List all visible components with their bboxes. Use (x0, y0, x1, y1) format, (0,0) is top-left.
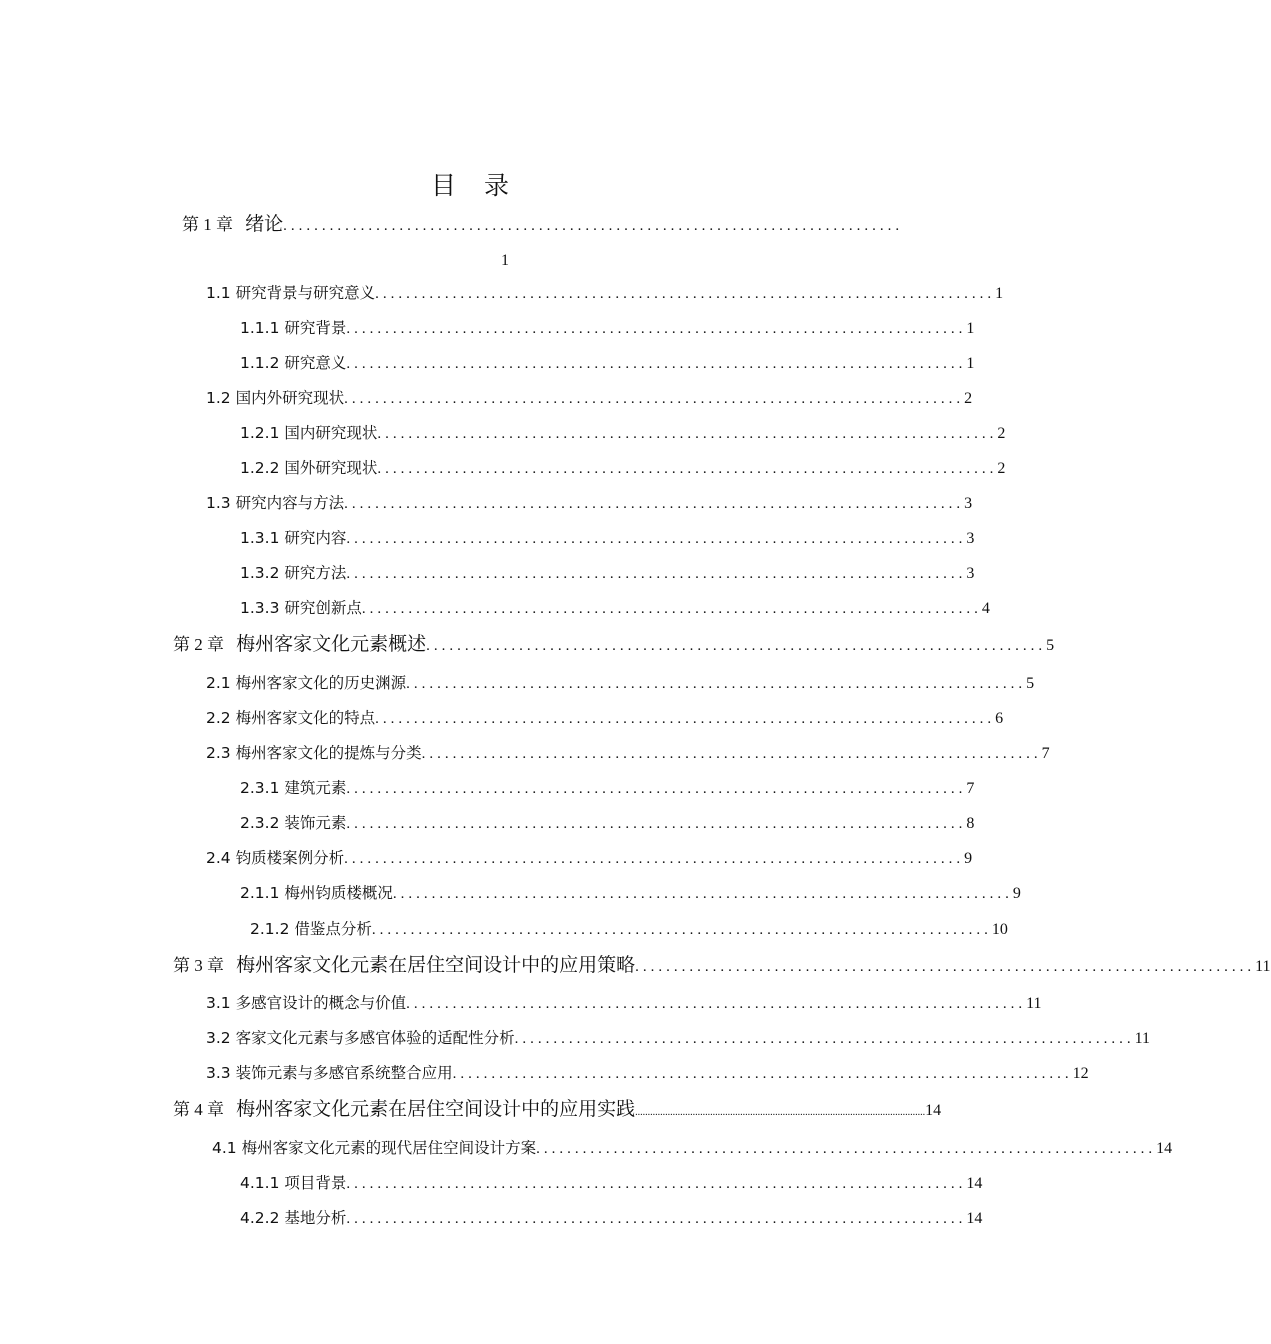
leader-dots: ................................................................................ (346, 816, 967, 832)
chapter-title: 梅州客家文化元素在居住空间设计中的应用实践 (236, 1098, 636, 1120)
section-title: 1.2.1 国内研究现状 (240, 424, 378, 442)
page-number: 4 (981, 600, 990, 617)
toc-section-4-2-2[interactable] (240, 1201, 983, 1235)
toc-section-1-3-2[interactable] (240, 556, 975, 590)
leader-dots: ................................................................................ (344, 391, 965, 407)
leader-dots: ................................................................................ (371, 922, 992, 938)
toc-title: 目 录 (431, 171, 519, 200)
toc-chapter-4[interactable] (173, 1092, 942, 1126)
leader-dots: ................................................................................ (421, 746, 1042, 762)
leader-dots: ................................................................................ (375, 286, 996, 302)
toc-section-1-3-1[interactable] (240, 521, 975, 555)
page-number: 7 (1041, 745, 1050, 762)
chapter-number: 第 4 章 (173, 1100, 224, 1119)
section-title: 1.3 研究内容与方法 (206, 494, 345, 512)
leader-dots: ................................................................................ (377, 461, 998, 477)
leader-dots: ................................................................................ (361, 601, 982, 617)
section-title: 2.3.1 建筑元素 (240, 779, 347, 797)
toc-chapter-3[interactable] (173, 948, 1271, 982)
leader-dots: ................................................................................ (536, 1141, 1157, 1157)
section-title: 1.2.2 国外研究现状 (240, 459, 378, 477)
leader-dots: ................................................................................ (346, 1211, 967, 1227)
section-title: 2.3 梅州客家文化的提炼与分类 (206, 744, 422, 762)
page-number: 10 (991, 921, 1008, 938)
toc-section-2-3-2[interactable] (240, 806, 975, 840)
toc-section-3-2[interactable] (206, 1021, 1150, 1055)
toc-section-2-1-2[interactable] (250, 912, 1008, 946)
section-title: 2.1 梅州客家文化的历史渊源 (206, 674, 407, 692)
page-number: 5 (1046, 637, 1055, 654)
leader-dots: ................................................................................ (344, 851, 965, 867)
toc-section-1-2-2[interactable] (240, 451, 1006, 485)
section-title: 3.2 客家文化元素与多感官体验的适配性分析 (206, 1029, 515, 1047)
toc-section-2-3-1[interactable] (240, 771, 975, 805)
page-number: 5 (1026, 675, 1035, 692)
page-number: 1 (966, 355, 975, 372)
page-number: 1 (501, 252, 509, 269)
page-number: 12 (1072, 1065, 1089, 1082)
section-title: 2.1.2 借鉴点分析 (250, 920, 372, 938)
toc-section-2-1-1[interactable] (240, 876, 1021, 910)
page-number: 3 (966, 565, 975, 582)
toc-section-2-4[interactable] (206, 841, 973, 875)
leader-dots: ................................................................................ (346, 356, 967, 372)
toc-chapter-2[interactable] (173, 627, 1055, 661)
chapter-title: 梅州客家文化元素在居住空间设计中的应用策略 (236, 954, 636, 976)
toc-section-3-1[interactable] (206, 986, 1042, 1020)
toc-section-1-3-3[interactable] (240, 591, 990, 625)
section-title: 2.4 钧质楼案例分析 (206, 849, 345, 867)
page-number: 7 (966, 780, 975, 797)
toc-section-2-1[interactable] (206, 666, 1035, 700)
leader-dots: ................................................................................ (452, 1066, 1073, 1082)
page-number: 2 (964, 390, 973, 407)
leader-dots: ................................................................................ (346, 781, 967, 797)
leader-dots: ................................................................................ (346, 566, 967, 582)
leader-dots: ................................................................................ (346, 1176, 967, 1192)
leader-dots: ................................................................................ (406, 996, 1027, 1012)
page-number: 14 (1156, 1140, 1173, 1157)
chapter-number: 第 3 章 (173, 956, 224, 975)
section-title: 2.1.1 梅州钧质楼概况 (240, 884, 393, 902)
leader-dots: ................................................................................ (426, 638, 1047, 654)
leader-dots: ................................................................................ (635, 959, 1256, 975)
leader-dots: ................................................................................ (283, 218, 904, 234)
page-number: 1 (995, 285, 1004, 302)
chapter-title: 绪论 (245, 213, 284, 235)
page-number: 14 (966, 1175, 983, 1192)
leader-dots: .................................................................................................................... (635, 1107, 926, 1118)
page-number: 9 (964, 850, 973, 867)
leader-dots: ................................................................................ (375, 711, 996, 727)
leader-dots: ................................................................................ (346, 321, 967, 337)
page-number: 11 (1134, 1030, 1150, 1047)
section-title: 3.3 装饰元素与多感官系统整合应用 (206, 1064, 453, 1082)
leader-dots: ................................................................................ (392, 886, 1013, 902)
page-number: 3 (964, 495, 973, 512)
toc-section-1-3[interactable] (206, 486, 973, 520)
leader-dots: ................................................................................ (406, 676, 1027, 692)
section-title: 1.3.1 研究内容 (240, 529, 347, 547)
chapter-number: 第 2 章 (173, 635, 224, 654)
page-number: 11 (1026, 995, 1042, 1012)
chapter-title: 梅州客家文化元素概述 (236, 633, 427, 655)
toc-section-4-1-1[interactable] (240, 1166, 983, 1200)
chapter-number: 第 1 章 (182, 215, 233, 234)
page-number: 3 (966, 530, 975, 547)
toc-section-1-1-2[interactable] (240, 346, 975, 380)
toc-section-4-1[interactable] (212, 1131, 1173, 1165)
page-number: 8 (966, 815, 975, 832)
section-title: 4.1.1 项目背景 (240, 1174, 347, 1192)
page-number: 14 (966, 1210, 983, 1227)
leader-dots: ................................................................................ (346, 531, 967, 547)
section-title: 4.1 梅州客家文化元素的现代居住空间设计方案 (212, 1139, 537, 1157)
toc-section-1-1-1[interactable] (240, 311, 975, 345)
section-title: 1.1 研究背景与研究意义 (206, 284, 376, 302)
section-title: 1.3.2 研究方法 (240, 564, 347, 582)
page-number: 9 (1012, 885, 1021, 902)
section-title: 1.1.2 研究意义 (240, 354, 347, 372)
toc-section-2-2[interactable] (206, 701, 1004, 735)
page-number: 6 (995, 710, 1004, 727)
section-title: 3.1 多感官设计的概念与价值 (206, 994, 407, 1012)
section-title: 1.1.1 研究背景 (240, 319, 347, 337)
section-title: 2.3.2 装饰元素 (240, 814, 347, 832)
page-number: 2 (997, 460, 1006, 477)
section-title: 1.2 国内外研究现状 (206, 389, 345, 407)
toc-section-1-2[interactable] (206, 381, 973, 415)
page-number: 14 (925, 1102, 942, 1119)
page-number: 11 (1255, 958, 1271, 975)
page-number: 1 (966, 320, 975, 337)
toc-section-2-3[interactable] (206, 736, 1050, 770)
leader-dots: ................................................................................ (514, 1031, 1135, 1047)
toc-section-1-1[interactable] (206, 276, 1004, 310)
page-number: 2 (997, 425, 1006, 442)
toc-chapter-1[interactable] (182, 207, 904, 241)
section-title: 2.2 梅州客家文化的特点 (206, 709, 376, 727)
toc-section-3-3[interactable] (206, 1056, 1089, 1090)
section-title: 1.3.3 研究创新点 (240, 599, 362, 617)
leader-dots: ................................................................................ (377, 426, 998, 442)
leader-dots: ................................................................................ (344, 496, 965, 512)
section-title: 4.2.2 基地分析 (240, 1209, 347, 1227)
toc-section-1-2-1[interactable] (240, 416, 1006, 450)
